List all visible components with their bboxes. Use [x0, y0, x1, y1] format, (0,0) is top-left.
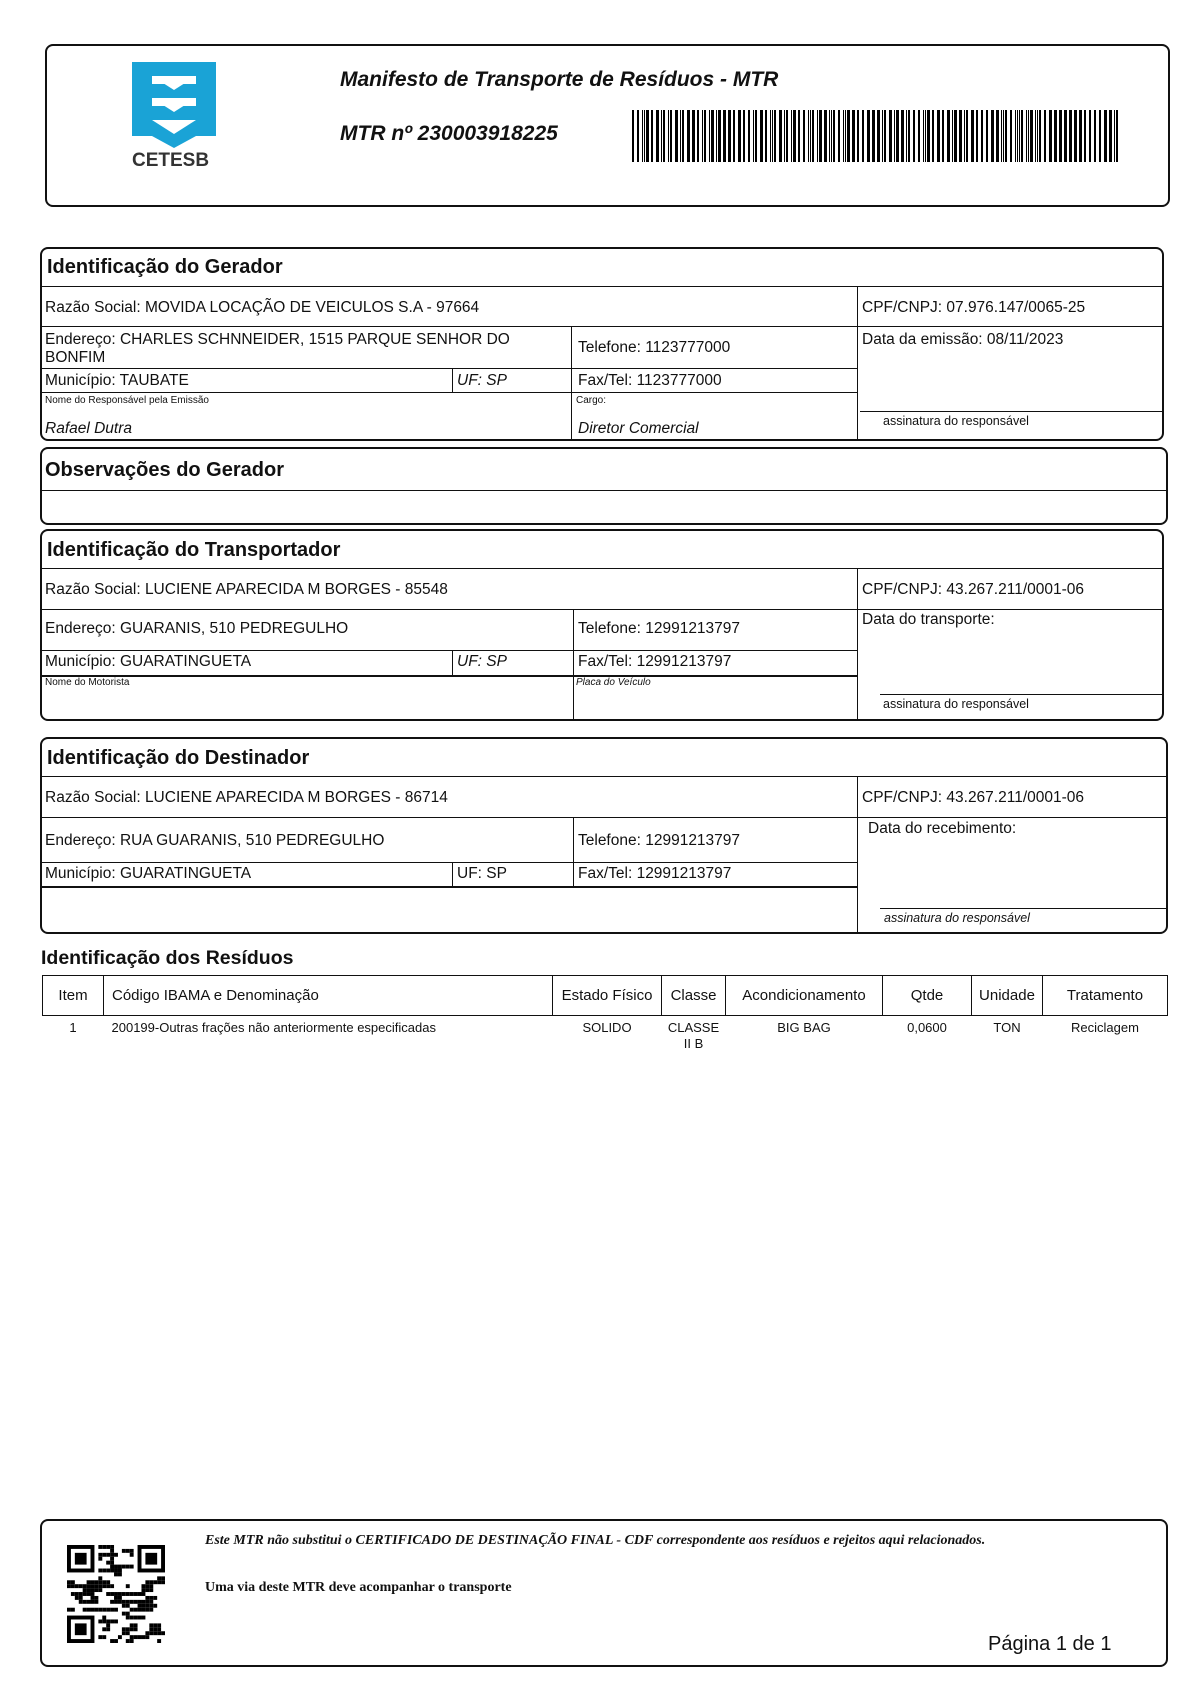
brand-name: CETESB: [132, 150, 210, 171]
cell-tratamento: Reciclagem: [1071, 1020, 1139, 1035]
column-header: Item: [43, 976, 104, 1016]
destinador-uf: UF: SP: [457, 865, 507, 882]
column-header: Estado Físico: [553, 976, 662, 1016]
gerador-responsavel-label: Nome do Responsável pela Emissão: [45, 395, 209, 406]
gerador-municipio: Município: TAUBATE: [45, 372, 189, 389]
transportador-heading: Identificação do Transportador: [47, 539, 341, 561]
gerador-cnpj: CPF/CNPJ: 07.976.147/0065-25: [862, 299, 1086, 316]
gerador-data-emissao: Data da emissão: 08/11/2023: [862, 331, 1064, 348]
gerador-telefone: Telefone: 1123777000: [578, 339, 731, 356]
transportador-placa-label: Placa do Veículo: [576, 677, 651, 688]
column-header: Classe: [662, 976, 726, 1016]
table-header-row: [43, 976, 1168, 1016]
page-number: Página 1 de 1: [988, 1633, 1112, 1655]
cell-item: 1: [69, 1020, 77, 1035]
cell-classe: CLASSE II B: [667, 1020, 720, 1051]
document-title: Manifesto de Transporte de Resíduos - MTR: [340, 68, 779, 91]
column-header: Tratamento: [1043, 976, 1168, 1016]
cell-acondicionamento: BIG BAG: [777, 1020, 831, 1035]
cell-estado: SOLIDO: [582, 1020, 632, 1035]
column-header: Acondicionamento: [726, 976, 883, 1016]
column-header: Unidade: [972, 976, 1043, 1016]
qr-code: [67, 1545, 165, 1643]
destinador-endereco: Endereço: RUA GUARANIS, 510 PEDREGULHO: [45, 832, 385, 849]
gerador-endereco-line1: Endereço: CHARLES SCHNNEIDER, 1515 PARQUE SENHOR DO: [45, 331, 510, 348]
gerador-endereco-line2: BONFIM: [45, 349, 106, 366]
destinador-assinatura-label: assinatura do responsável: [884, 911, 1030, 925]
cell-unidade: TON: [993, 1020, 1021, 1035]
gerador-uf: UF: SP: [457, 372, 507, 389]
transportador-motorista-label: Nome do Motorista: [45, 677, 130, 688]
destinador-heading: Identificação do Destinador: [47, 747, 310, 769]
residuos-table: [42, 975, 1168, 1053]
cell-codigo: 200199-Outras frações não anteriormente especificadas: [111, 1020, 436, 1035]
destinador-fax: Fax/Tel: 12991213797: [578, 865, 732, 882]
destinador-razao: Razão Social: LUCIENE APARECIDA M BORGES - 86714: [45, 789, 448, 806]
footer-note-transport: Uma via deste MTR deve acompanhar o transporte: [205, 1580, 512, 1595]
gerador-razao: Razão Social: MOVIDA LOCAÇÃO DE VEICULOS S.A - 97664: [45, 299, 480, 316]
gerador-assinatura-label: assinatura do responsável: [883, 414, 1029, 428]
destinador-cnpj: CPF/CNPJ: 43.267.211/0001-06: [862, 789, 1085, 806]
table-row: [43, 1016, 1168, 1054]
cell-qtde: 0,0600: [907, 1020, 947, 1035]
column-header: Código IBAMA e Denominação: [104, 976, 553, 1016]
column-header: Qtde: [883, 976, 972, 1016]
barcode: [632, 110, 1120, 162]
transportador-fax: Fax/Tel: 12991213797: [578, 653, 732, 670]
transportador-assinatura-label: assinatura do responsável: [883, 697, 1029, 711]
destinador-data: Data do recebimento:: [868, 820, 1017, 837]
transportador-endereco: Endereço: GUARANIS, 510 PEDREGULHO: [45, 620, 349, 637]
transportador-cnpj: CPF/CNPJ: 43.267.211/0001-06: [862, 581, 1085, 598]
gerador-fax: Fax/Tel: 1123777000: [578, 372, 722, 389]
transportador-data: Data do transporte:: [862, 611, 995, 628]
footer-note-cdf: Este MTR não substitui o CERTIFICADO DE DESTINAÇÃO FINAL - CDF correspondente aos resíduos e rejeitos aqui relacionados.: [205, 1533, 986, 1548]
gerador-heading: Identificação do Gerador: [47, 256, 283, 278]
destinador-telefone: Telefone: 12991213797: [578, 832, 741, 849]
residuos-heading: Identificação dos Resíduos: [41, 947, 294, 969]
observacoes-heading: Observações do Gerador: [45, 459, 284, 481]
transportador-municipio: Município: GUARATINGUETA: [45, 653, 252, 670]
transportador-telefone: Telefone: 12991213797: [578, 620, 741, 637]
cetesb-logo: [130, 60, 220, 152]
transportador-razao: Razão Social: LUCIENE APARECIDA M BORGES - 85548: [45, 581, 448, 598]
destinador-municipio: Município: GUARATINGUETA: [45, 865, 252, 882]
gerador-responsavel-value: Rafael Dutra: [45, 420, 133, 437]
mtr-number: MTR nº 230003918225: [340, 122, 558, 145]
gerador-cargo-label: Cargo:: [576, 395, 607, 406]
transportador-uf: UF: SP: [457, 653, 507, 670]
gerador-cargo-value: Diretor Comercial: [578, 420, 699, 437]
